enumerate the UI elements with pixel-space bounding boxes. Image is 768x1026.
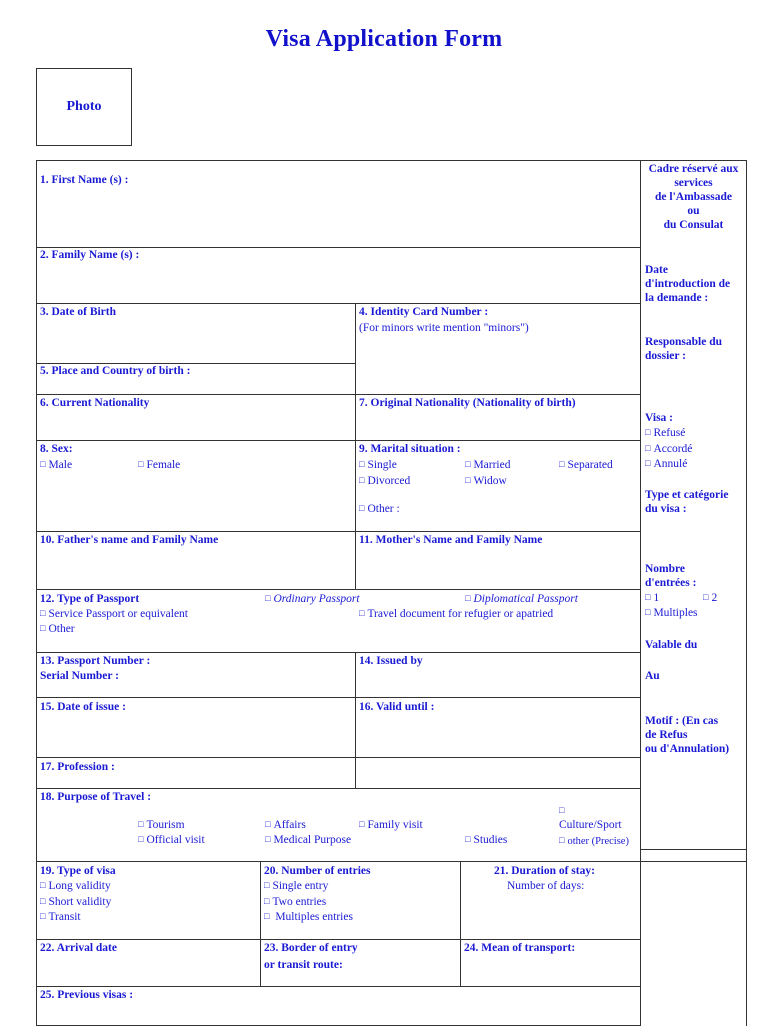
photo-box xyxy=(36,68,132,146)
sidebar-resp-line1: Responsable du xyxy=(645,336,723,348)
label-first-name: 1. First Name (s) : xyxy=(40,174,129,186)
sidebar-nombre-line2: d'entrées : xyxy=(645,577,697,589)
label-purpose: 18. Purpose of Travel : xyxy=(40,791,152,803)
checkbox-tourism[interactable]: □ Tourism xyxy=(138,818,185,833)
checkbox-married[interactable]: □ Married xyxy=(465,458,510,473)
label-passport-number: 13. Passport Number : xyxy=(40,655,151,667)
label-transport: 24. Mean of transport: xyxy=(464,942,576,954)
checkbox-transit[interactable]: □ Transit xyxy=(40,910,81,925)
checkbox-annule[interactable]: □ Annulé xyxy=(645,457,687,472)
checkbox-official-visit[interactable]: □ Official visit xyxy=(138,833,205,848)
checkbox-marital-other[interactable]: □ Other : xyxy=(359,502,400,517)
checkbox-short-validity[interactable]: □ Short validity xyxy=(40,895,111,910)
checkbox-separated[interactable]: □ Separated xyxy=(559,458,613,473)
sidebar-au: Au xyxy=(645,670,660,682)
label-date-of-issue: 15. Date of issue : xyxy=(40,701,126,713)
label-date-of-birth: 3. Date of Birth xyxy=(40,306,117,318)
sidebar-motif xyxy=(645,714,729,756)
checkbox-divorced[interactable]: □ Divorced xyxy=(359,474,410,489)
label-profession: 17. Profession : xyxy=(40,761,115,773)
label-arrival: 22. Arrival date xyxy=(40,942,117,954)
label-marital: 9. Marital situation : xyxy=(359,443,461,455)
sidebar-type-line2: du visa : xyxy=(645,503,687,515)
label-mother: 11. Mother's Name and Family Name xyxy=(359,534,543,546)
label-purpose-other: other xyxy=(567,836,590,847)
checkbox-culture-box[interactable]: □ xyxy=(559,805,565,815)
sidebar-visa: Visa : xyxy=(645,412,674,424)
checkbox-widow[interactable]: □ Widow xyxy=(465,474,507,489)
checkbox-male[interactable]: □ Male xyxy=(40,458,72,473)
checkbox-passport-other[interactable]: □ Other xyxy=(40,622,75,637)
label-visa-type: 19. Type of visa xyxy=(40,865,116,877)
label-identity-card: 4. Identity Card Number : xyxy=(359,306,489,318)
checkbox-entree-2[interactable]: □ 2 xyxy=(703,591,717,606)
label-family-name: 2. Family Name (s) : xyxy=(40,249,140,261)
form-title: Visa Application Form xyxy=(265,26,503,52)
sidebar-header-line5: du Consulat xyxy=(663,219,724,231)
label-previous-visas: 25. Previous visas : xyxy=(40,989,134,1001)
checkbox-accorde[interactable]: □ Accordé xyxy=(645,442,692,457)
checkbox-multiple-entries[interactable]: □ Multiples entries xyxy=(264,910,353,925)
sidebar-motif-line1: Motif : (En cas xyxy=(645,715,719,727)
label-duration: 21. Duration of stay: xyxy=(494,865,595,877)
sidebar-date-line3: la demande : xyxy=(645,292,709,304)
label-number-of-days: Number of days: xyxy=(507,880,585,892)
sidebar-header-line1: Cadre réservé aux xyxy=(648,163,739,175)
label-passport-type: 12. Type of Passport xyxy=(40,593,140,605)
checkbox-affairs[interactable]: □ Affairs xyxy=(265,818,306,833)
checkbox-service-passport[interactable]: □ Service Passport or equivalent xyxy=(40,607,188,622)
sidebar-visa-type xyxy=(645,488,728,516)
photo-label: Photo xyxy=(66,99,102,114)
checkbox-long-validity[interactable]: □ Long validity xyxy=(40,879,111,894)
checkbox-entree-1[interactable]: □ 1 xyxy=(645,591,659,606)
sidebar-responsible xyxy=(645,335,722,363)
label-valid-until: 16. Valid until : xyxy=(359,701,435,713)
checkbox-female[interactable]: □ Female xyxy=(138,458,180,473)
sidebar-resp-line2: dossier : xyxy=(645,350,686,362)
sidebar-motif-line3: ou d'Annulation) xyxy=(645,743,730,755)
sidebar-nombre-line1: Nombre xyxy=(645,563,686,575)
checkbox-medical[interactable]: □ Medical Purpose xyxy=(265,833,351,848)
label-entries: 20. Number of entries xyxy=(264,865,371,877)
sidebar-valable: Valable du xyxy=(645,639,698,651)
checkbox-family-visit[interactable]: □ Family visit xyxy=(359,818,423,833)
label-current-nationality: 6. Current Nationality xyxy=(40,397,150,409)
checkbox-travel-document[interactable]: □ Travel document for refugier or apatried xyxy=(359,607,553,622)
label-purpose-precise: (Precise) xyxy=(591,836,629,847)
checkbox-single[interactable]: □ Single xyxy=(359,458,397,473)
sidebar-motif-line2: de Refus xyxy=(645,729,688,741)
label-culture-sport: Culture/Sport xyxy=(559,819,622,831)
checkbox-ordinary-passport[interactable]: □ Ordinary Passport xyxy=(265,592,360,607)
label-transit-route: or transit route: xyxy=(264,959,343,971)
label-sex: 8. Sex: xyxy=(40,443,73,455)
field-sex[interactable] xyxy=(36,440,356,532)
checkbox-refuse[interactable]: □ Refusé xyxy=(645,426,685,441)
checkbox-single-entry[interactable]: □ Single entry xyxy=(264,879,328,894)
label-serial-number: Serial Number : xyxy=(40,670,120,682)
label-issued-by: 14. Issued by xyxy=(359,655,423,667)
checkbox-purpose-other[interactable] xyxy=(559,834,629,849)
sidebar-date xyxy=(645,263,730,305)
checkbox-two-entries[interactable]: □ Two entries xyxy=(264,895,326,910)
field-profession-extra xyxy=(355,757,641,789)
sidebar-type-line1: Type et catégorie xyxy=(645,489,729,501)
sidebar-date-line2: d'introduction de xyxy=(645,278,731,290)
sidebar-header-line4: ou xyxy=(687,205,700,217)
sidebar-header-line2: services xyxy=(674,177,713,189)
label-father: 10. Father's name and Family Name xyxy=(40,534,219,546)
sidebar-date-line1: Date xyxy=(645,264,668,276)
sidebar-header xyxy=(641,162,746,232)
checkbox-diplomatic-passport[interactable]: □ Diplomatical Passport xyxy=(465,592,578,607)
sidebar-header-line3: de l'Ambassade xyxy=(655,191,732,203)
checkbox-studies[interactable]: □ Studies xyxy=(465,833,507,848)
label-original-nationality: 7. Original Nationality (Nationality of birth) xyxy=(359,397,576,409)
embassy-sidebar-bottom xyxy=(640,861,747,1026)
sidebar-entries xyxy=(645,562,696,590)
label-border: 23. Border of entry xyxy=(264,942,358,954)
label-place-of-birth: 5. Place and Country of birth : xyxy=(40,365,191,377)
checkbox-entree-multiples[interactable]: □ Multiples xyxy=(645,606,698,621)
note-identity-card: (For minors write mention "minors") xyxy=(359,322,529,334)
